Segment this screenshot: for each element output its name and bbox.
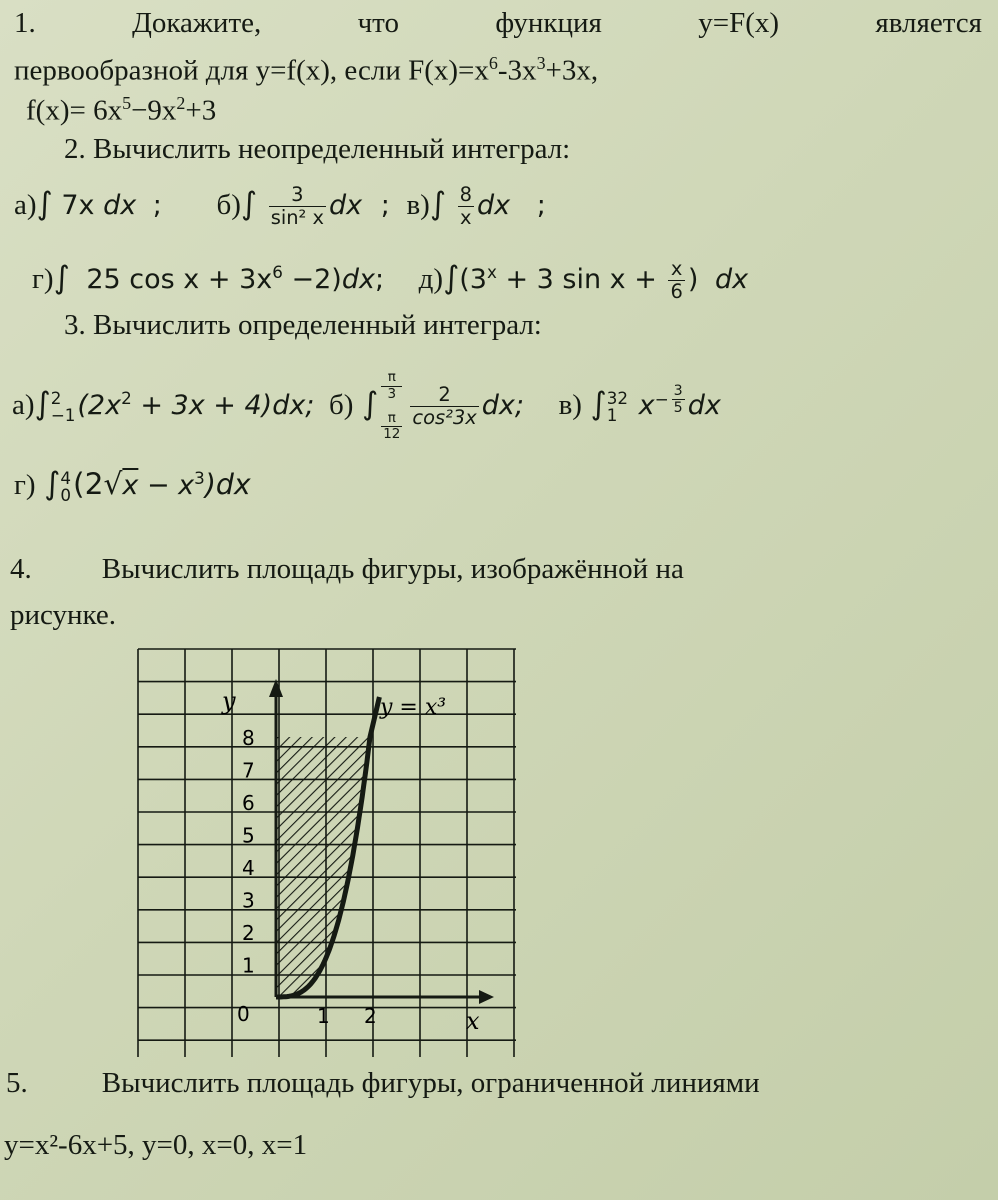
task1-word: что [357, 7, 399, 39]
integral-sign: ∫ [443, 260, 460, 296]
task2-d-label: д) [418, 263, 444, 295]
task2-title: 2. Вычислить неопределенный интеграл: [64, 133, 571, 165]
task5-number: 5. [6, 1067, 28, 1099]
task1-word: функция [495, 7, 602, 39]
task3-b-label: б) [329, 389, 354, 421]
task2-g-label: г) [32, 263, 54, 295]
y-tick-label: 7 [242, 758, 255, 783]
integral-sign: ∫ [362, 386, 379, 422]
area-graph [132, 645, 522, 1061]
task3-title: 3. Вычислить определенный интеграл: [64, 309, 542, 341]
task5-line2: y=x²-6x+5, y=0, x=0, x=1 [4, 1129, 308, 1161]
shaded-region [276, 737, 370, 997]
y-tick-labels [242, 726, 255, 978]
task3-v-label: в) [558, 389, 582, 421]
task3-b-fraction: $\frac{2}{\text{cos²3x}}$ [412, 382, 477, 429]
task1-word: Докажите, [132, 7, 262, 39]
task4-line2: рисунке. [10, 599, 117, 631]
task1-line3: $f(x)= 6x^5-9x^2+3$ [26, 93, 217, 127]
integral-sign: ∫ [44, 466, 61, 502]
y-tick-label: 6 [242, 791, 255, 815]
task3-a-label: а) [12, 389, 35, 421]
integral-sign: ∫ [53, 260, 70, 296]
task1-word: y=F(x) [698, 7, 780, 39]
task2-d-fraction: $\frac{x}{6}$ [670, 256, 683, 303]
task2-a-expr: 7x [61, 190, 95, 221]
task4-line1: 4. Вычислить площадь фигуры, изображённой на [10, 553, 684, 585]
y-tick-label: 2 [242, 921, 255, 945]
task3-row1: а)∫ 2 −1 $(2x^2 + 3x + 4)dx$; б) ∫ π 3 π 12 $\frac{2}{\text{cos²3x}}$ dx; в) ∫ 32 1 $x^{- \frac{3}{5}}$ dx [12, 369, 721, 443]
y-tick-label: 4 [242, 856, 255, 880]
y-tick-label: 8 [242, 726, 255, 750]
x-axis-arrow-icon [479, 990, 494, 1004]
y-tick-label: 5 [242, 823, 255, 848]
task1-line1 [14, 6, 982, 40]
task5-line1: 5. Вычислить площадь фигуры, ограниченной линиями [6, 1067, 760, 1099]
y-axis-label: y [222, 687, 236, 715]
task2-row1: а)∫ 7x dx ; б)∫ $\frac{3}{\text{sin² x}}$ dx ; в)∫ $\frac{8}{x}$ dx ; [14, 182, 546, 229]
integral-sign: ∫ [36, 186, 53, 222]
task2-b-label: б) [216, 189, 241, 221]
x-tick-label: 1 [317, 1004, 330, 1028]
y-tick-label: 3 [242, 888, 255, 913]
task2-a-label: а) [14, 189, 37, 221]
x-tick-label: 2 [364, 1004, 377, 1028]
task3-row2: г) ∫ 4 0 $(2√x - x^3)dx$ [14, 466, 251, 505]
task1-word: является [875, 7, 982, 39]
integral-sign: ∫ [590, 386, 607, 422]
curve-label: y = x³ [380, 695, 447, 720]
integral-sign: ∫ [240, 186, 258, 222]
integral-sign: ∫ [429, 186, 446, 222]
origin-label: 0 [237, 1002, 250, 1026]
task1-line2: первообразной для y=f(x), если $F(x)=x^6-3x^3+3x$, [14, 53, 599, 87]
task1-number: 1. [14, 7, 36, 39]
task2-v-label: в) [406, 189, 430, 221]
y-tick-label: 1 [242, 953, 255, 978]
task4-number: 4. [10, 553, 32, 585]
x-axis-label: x [466, 1007, 480, 1035]
task3-g-label: г) [14, 469, 36, 501]
task2-b-fraction: $\frac{3}{\text{sin² x}}$ [270, 182, 325, 229]
task2-row2: г)∫ 25 $\cos x + 3x^6 -2)dx$; $д)\int(3^x + 3$ sin x + $\frac{x}{6}$ ) dx [32, 256, 749, 303]
integral-sign: ∫ [34, 386, 51, 422]
task2-v-fraction: $\frac{8}{x}$ [459, 182, 472, 229]
